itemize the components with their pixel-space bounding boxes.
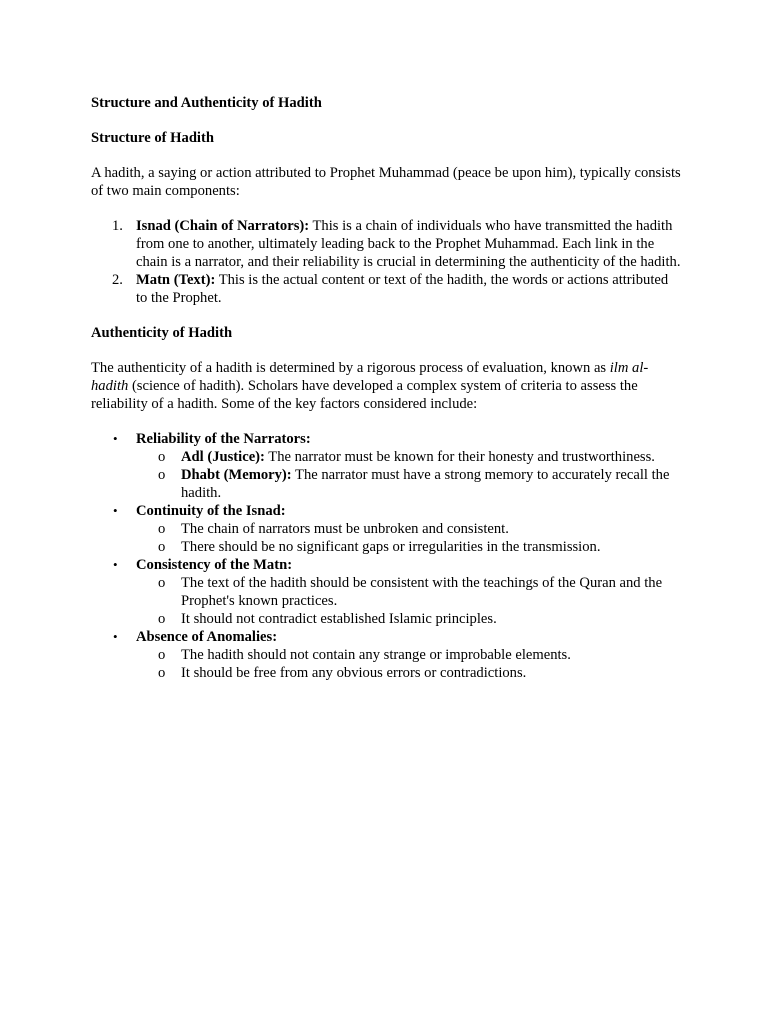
sub-text: The narrator must be known for their honesty and trustworthiness. xyxy=(264,449,655,465)
list-number: 1. xyxy=(112,218,123,234)
sub-list-item xyxy=(136,664,681,682)
sub-text: It should not contradict established Islamic principles. xyxy=(181,611,497,627)
circle-bullet-icon: o xyxy=(158,611,166,627)
criterion-label: Reliability of the Narrators: xyxy=(136,431,311,447)
item-term: Matn (Text): xyxy=(136,272,216,288)
intro-italic-term: ilm al-hadith xyxy=(91,360,649,394)
sub-text: It should be free from any obvious errors or contradictions. xyxy=(181,665,527,681)
sub-list-item xyxy=(136,448,681,466)
sub-list xyxy=(136,448,681,502)
list-number: 2. xyxy=(112,272,123,288)
circle-bullet-icon: o xyxy=(158,575,166,591)
sub-text: The text of the hadith should be consistent with the teachings of the Quran and the Prophet's known practices. xyxy=(181,575,663,609)
sub-term: Adl (Justice): xyxy=(181,449,265,465)
sub-term: Dhabt (Memory): xyxy=(181,467,292,483)
sub-text: The chain of narrators must be unbroken and consistent. xyxy=(181,521,509,537)
sub-list xyxy=(136,574,681,628)
criteria-list xyxy=(91,430,681,682)
bullet-icon: • xyxy=(113,503,118,518)
item-term: Isnad (Chain of Narrators): xyxy=(136,218,310,234)
sub-list xyxy=(136,646,681,682)
document-page xyxy=(91,94,681,682)
document-title: Structure and Authenticity of Hadith xyxy=(91,95,322,111)
circle-bullet-icon: o xyxy=(158,647,166,663)
circle-bullet-icon: o xyxy=(158,521,166,537)
sub-list-item xyxy=(136,466,681,502)
intro-text-before: The authenticity of a hadith is determined by a rigorous process of evaluation, known as xyxy=(91,360,610,376)
circle-bullet-icon: o xyxy=(158,449,166,465)
item-text: This is the actual content or text of the hadith, the words or actions attributed to the Prophet. xyxy=(136,272,669,306)
section-heading-structure: Structure of Hadith xyxy=(91,130,214,146)
sub-list-item xyxy=(136,610,681,628)
bullet-icon: • xyxy=(113,431,118,446)
criterion-label: Absence of Anomalies: xyxy=(136,629,278,645)
section-heading-authenticity: Authenticity of Hadith xyxy=(91,325,233,341)
bullet-icon: • xyxy=(113,629,118,644)
authenticity-intro xyxy=(91,359,681,413)
list-item xyxy=(91,628,681,682)
structure-intro: A hadith, a saying or action attributed to Prophet Muhammad (peace be upon him), typically consists of two main components: xyxy=(91,165,681,199)
sub-list-item xyxy=(136,646,681,664)
circle-bullet-icon: o xyxy=(158,539,166,555)
intro-text-after: (science of hadith). Scholars have developed a complex system of criteria to assess the reliability of a hadith. Some of the key factors considered include: xyxy=(91,378,638,412)
sub-list xyxy=(136,520,681,556)
bullet-icon: • xyxy=(113,557,118,572)
list-item xyxy=(91,430,681,502)
circle-bullet-icon: o xyxy=(158,467,166,483)
sub-text: The narrator must have a strong memory to accurately recall the hadith. xyxy=(181,467,670,501)
sub-list-item xyxy=(136,538,681,556)
list-item xyxy=(91,271,681,307)
sub-text: There should be no significant gaps or irregularities in the transmission. xyxy=(181,539,601,555)
item-text: This is a chain of individuals who have transmitted the hadith from one to another, ultimately leading back to the Prophet Muhammad. Each link in the chain is a narrator, and their reliability is crucial in determining the authenticity of the hadith. xyxy=(136,218,681,270)
components-list xyxy=(91,217,681,307)
circle-bullet-icon: o xyxy=(158,665,166,681)
list-item xyxy=(91,502,681,556)
list-item xyxy=(91,556,681,628)
sub-list-item xyxy=(136,574,681,610)
criterion-label: Consistency of the Matn: xyxy=(136,557,293,573)
list-item xyxy=(91,217,681,271)
criterion-label: Continuity of the Isnad: xyxy=(136,503,286,519)
sub-list-item xyxy=(136,520,681,538)
sub-text: The hadith should not contain any strange or improbable elements. xyxy=(181,647,571,663)
